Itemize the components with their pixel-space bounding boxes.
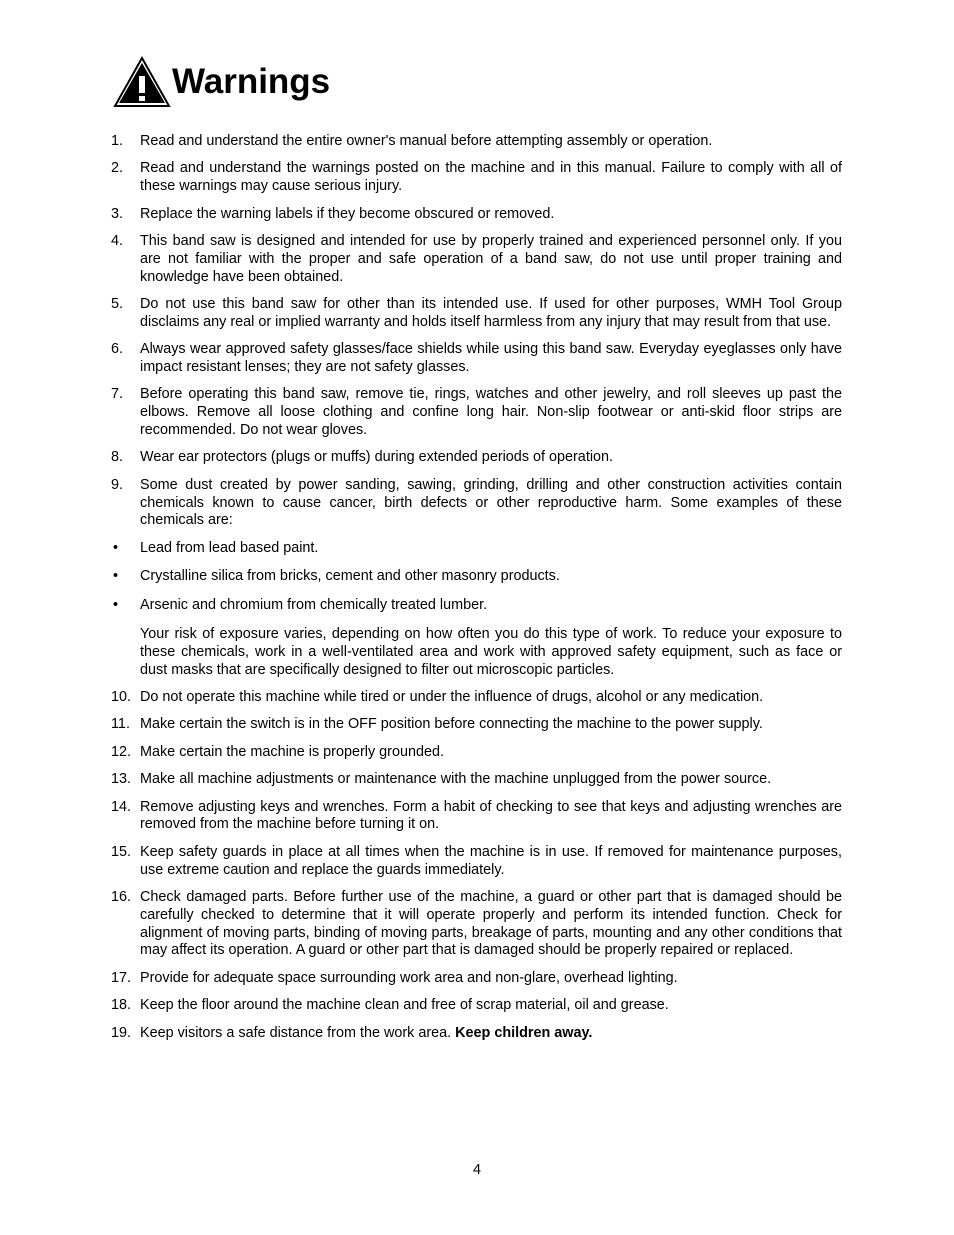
list-item-text: Make certain the machine is properly grounded. [140,743,444,760]
list-item [111,799,842,835]
list-item-number: 10. [111,689,132,706]
list-item-text: Check damaged parts. Before further use of the machine, a guard or other part that is damaged should be carefully checked to determine that it will operate properly and perform its intended function. Check for alignment of moving parts, binding of moving parts, breakage of parts, mounting and any other conditions that may affect its operation. A guard or other part that is damaged should be properly repaired or replaced. [140,889,842,959]
list-item-number: 19. [111,1024,132,1041]
list-item [111,341,842,377]
list-item [111,133,842,151]
list-item [111,386,842,439]
list-item-text: Keep the floor around the machine clean and free of scrap material, oil and grease. [140,997,669,1014]
warnings-list [111,133,842,1052]
list-item-number: 1. [111,133,124,149]
exposure-paragraph: Your risk of exposure varies, depending on how often you do this type of work. To reduce your exposure to these chemicals, work in a well-ventilated area and work with approved safety equipment, such as face or dust masks that are specifically designed to filter out microscopic particles. [140,626,842,678]
list-item-text: Do not operate this machine while tired or under the influence of drugs, alcohol or any medication. [140,689,764,706]
bullet-item-number: • [113,597,119,614]
list-item-text: Some dust created by power sanding, sawing, grinding, drilling and other construction activities contain chemicals known to cause cancer, birth defects or other reproductive harm. Some examples of these chemicals are: [140,476,842,529]
bullet-item-number: • [113,539,119,556]
list-item-emphasis: Keep children away. [455,1024,593,1041]
list-item-number: 3. [111,205,124,222]
list-item-number: 11. [111,716,130,733]
list-item [111,889,842,960]
list-item-text: Make certain the switch is in the OFF position before connecting the machine to the power supply. [140,716,763,733]
list-item-text: Always wear approved safety glasses/face shields while using this band saw. Everyday eyeglasses only have impact resistant lenses; they are not safety glasses. [140,341,842,375]
list-item-text: Keep visitors a safe distance from the work area. Keep children away. [140,1024,593,1041]
list-item-text: Keep safety guards in place at all times when the machine is in use. If removed for maintenance purposes, use extreme caution and replace the guards immediately. [140,843,842,878]
list-item-text: Before operating this band saw, remove tie, rings, watches and other jewelry, and roll sleeves up past the elbows. Remove all loose clothing and confine long hair. Non-slip footwear or anti-skid floor strips are recommended. Do not wear gloves. [140,386,842,438]
list-item-text: Read and understand the warnings posted on the machine and in this manual. Failure to comply with all of these warnings may cause serious injury. [140,160,842,195]
list-item [111,716,842,734]
list-item-number: 16. [111,889,132,905]
list-item-number: 17. [111,969,132,986]
list-item-number: 15. [111,843,132,860]
bullet-item-text: Arsenic and chromium from chemically treated lumber. [140,597,488,614]
bullet-item [111,568,842,586]
list-item-text: Remove adjusting keys and wrenches. Form a habit of checking to see that keys and adjusting wrenches are removed from the machine before turning it on. [140,798,842,833]
list-item-text: Read and understand the entire owner's manual before attempting assembly or operation. [140,133,713,149]
list-item [111,997,842,1015]
list-item [111,771,842,789]
list-item-number: 13. [111,771,132,788]
list-item-number: 5. [111,295,124,312]
list-item-text: This band saw is designed and intended for use by properly trained and experienced personnel only. If you are not familiar with the proper and safe operation of a band saw, do not use until proper training and knowledge have been obtained. [140,232,842,285]
list-item-number: 7. [111,386,124,403]
bullet-item [111,597,842,615]
page-header [113,56,330,108]
list-item-text: Do not use this band saw for other than its intended use. If used for other purposes, WMH Tool Group disclaims any real or implied warranty and holds itself harmless from any injury that may result from that use. [140,295,842,330]
list-item [111,477,842,530]
list-item-number: 6. [111,341,124,358]
list-item-number: 12. [111,743,132,760]
bullet-item-number: • [113,568,119,585]
page-title: Warnings [172,62,331,101]
list-item-number: 2. [111,160,124,177]
list-item [111,233,842,286]
list-item [111,970,842,988]
list-item-number: 18. [111,997,132,1014]
list-item [111,844,842,880]
bullet-item-text: Crystalline silica from bricks, cement and other masonry products. [140,568,560,585]
page-number: 4 [472,1162,481,1178]
bullet-item-text: Lead from lead based paint. [140,539,319,556]
bullet-item [111,540,842,558]
list-item [111,744,842,762]
list-item-text: Make all machine adjustments or maintenance with the machine unplugged from the power source. [140,771,772,788]
list-item [111,449,842,467]
list-item [111,160,842,196]
list-item-text: Wear ear protectors (plugs or muffs) during extended periods of operation. [140,449,614,466]
list-item-number: 9. [111,476,124,493]
list-item [111,296,842,332]
list-item [111,206,842,224]
list-item [111,689,842,707]
list-item-text: Provide for adequate space surrounding work area and non-glare, overhead lighting. [140,969,678,986]
list-item [111,1025,842,1043]
list-item-text: Replace the warning labels if they become obscured or removed. [140,205,555,222]
list-item-number: 8. [111,449,124,466]
list-item-number: 4. [111,232,124,249]
warning-triangle-icon [113,56,171,108]
list-item-number: 14. [111,798,132,815]
